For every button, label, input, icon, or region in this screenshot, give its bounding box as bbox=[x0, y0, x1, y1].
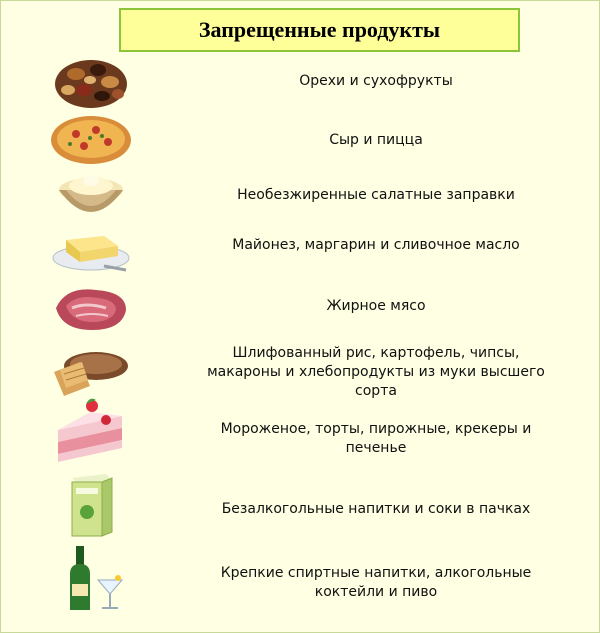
butter-plate-icon bbox=[46, 218, 136, 278]
item-label: Майонез, маргарин и сливочное масло bbox=[232, 237, 520, 253]
item-label: Жирное мясо bbox=[326, 298, 426, 314]
bottle-cocktail-icon bbox=[46, 544, 136, 612]
item-label: Сыр и пицца bbox=[329, 132, 423, 148]
raw-meat-icon bbox=[46, 278, 136, 338]
item-label: Шлифованный рис, картофель, чипсы, макароны и хлебопродукты из муки высшего сорта bbox=[207, 345, 545, 399]
item-label: Мороженое, торты, пирожные, крекеры и печенье bbox=[220, 421, 532, 456]
cake-slice-icon bbox=[46, 396, 136, 466]
juice-carton-icon bbox=[46, 472, 136, 538]
nuts-dried-fruits-icon bbox=[46, 52, 136, 112]
bread-crackers-icon bbox=[46, 340, 136, 400]
item-label: Орехи и сухофрукты bbox=[299, 73, 453, 89]
pizza-icon bbox=[46, 108, 136, 168]
item-label: Необезжиренные салатные заправки bbox=[237, 187, 515, 203]
salad-dressing-bowl-icon bbox=[46, 164, 136, 224]
item-label: Крепкие спиртные напитки, алкогольные коктейли и пиво bbox=[220, 565, 532, 600]
page-title: Запрещенные продукты bbox=[198, 17, 441, 42]
item-label: Безалкогольные напитки и соки в пачках bbox=[221, 501, 531, 517]
title-banner bbox=[119, 8, 520, 52]
